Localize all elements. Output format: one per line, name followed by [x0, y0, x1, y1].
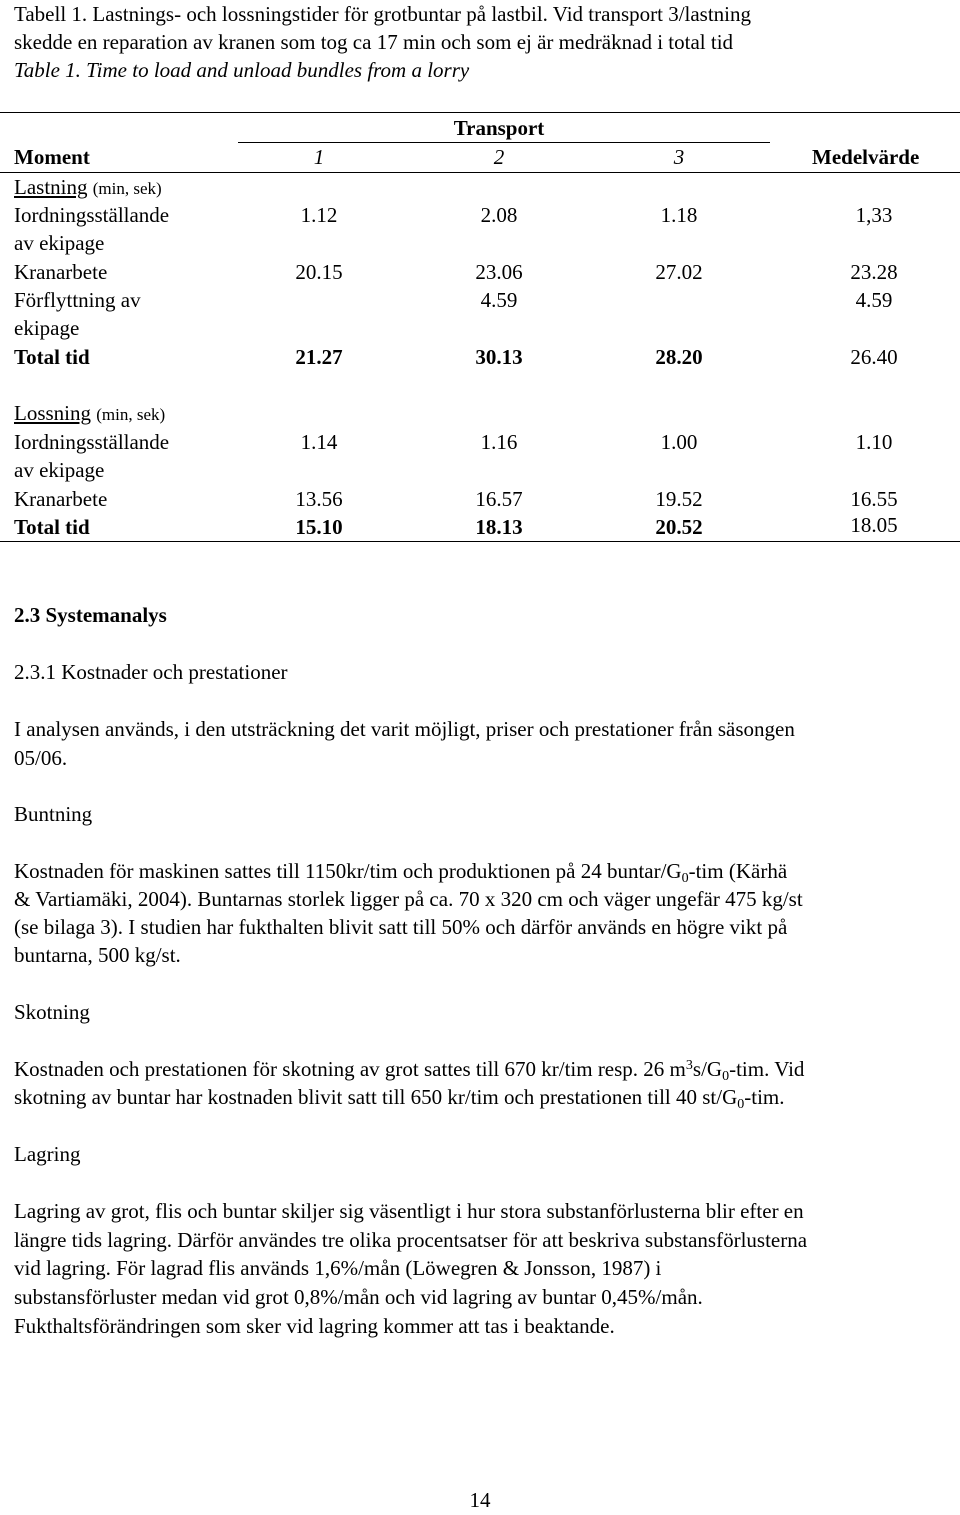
table-cell-mean-total: 26.40: [850, 345, 898, 369]
buntning-paragraph-line3: (se bilaga 3). I studien har fukthalten blivit satt till 50% och därför används en högre vikt på: [14, 915, 788, 939]
table-cell-total: 15.10: [295, 515, 343, 539]
table-cell-mean-total: 18.05: [850, 513, 898, 537]
section-lossning-title: Lossning: [14, 401, 92, 425]
table-cell-mean: 1,33: [855, 203, 893, 227]
table-cell: 1.12: [300, 203, 338, 227]
section-lastning-unit: (min, sek): [92, 179, 162, 198]
lagring-paragraph-line4: substansförluster medan vid grot 0,8%/mån och vid lagring av buntar 0,45%/mån.: [14, 1285, 703, 1309]
transport-group-header: Transport: [453, 116, 545, 140]
text-run: s/G: [692, 1057, 723, 1081]
row-label: Iordningsställande: [14, 430, 170, 454]
table-cell-mean: 1.10: [855, 430, 893, 454]
lagring-heading: Lagring: [14, 1142, 81, 1166]
table-cell: 19.52: [655, 487, 703, 511]
buntning-heading: Buntning: [14, 802, 93, 826]
table-cell: 2.08: [480, 203, 518, 227]
skotning-paragraph-line1: [14, 1055, 804, 1084]
text-run: Kostnaden och prestationen för skotning av grot sattes till 670 kr/tim resp. 26 m: [14, 1057, 686, 1081]
subscript: 0: [737, 1097, 745, 1112]
table-cell-mean: 23.28: [850, 260, 898, 284]
col-header-mean: Medelvärde: [812, 145, 920, 169]
intro-paragraph-line1: I analysen används, i den utsträckning det varit möjligt, priser och prestationer från säsongen: [14, 717, 795, 741]
table-cell-total: 30.13: [475, 345, 523, 369]
lagring-paragraph-line1: Lagring av grot, flis och buntar skiljer sig väsentligt i hur stora substanförlusterna blir efter en: [14, 1199, 804, 1223]
lagring-paragraph-line5: Fukthaltsförändringen som sker vid lagring kommer att tas i beaktande.: [14, 1314, 615, 1338]
buntning-paragraph-line1: [14, 857, 787, 886]
section-heading: 2.3 Systemanalys: [14, 603, 167, 627]
lagring-paragraph-line3: vid lagring. För lagrad flis används 1,6%/mån (Löwegren & Jonsson, 1987) i: [14, 1256, 662, 1280]
text-run: -tim. Vid: [729, 1057, 805, 1081]
page-number: 14: [469, 1488, 491, 1512]
section-lossning-unit: (min, sek): [96, 405, 166, 424]
text-run: Kostnaden för maskinen sattes till 1150kr/tim och produktionen på 24 buntar/G: [14, 859, 682, 883]
table-caption-en: Table 1. Time to load and unload bundles from a lorry: [14, 58, 470, 82]
buntning-paragraph-line4: buntarna, 500 kg/st.: [14, 943, 181, 967]
text-run: -tim.: [744, 1085, 785, 1109]
row-label-cont: ekipage: [14, 316, 80, 340]
table-cell: 13.56: [295, 487, 343, 511]
table-cell: 27.02: [655, 260, 703, 284]
table-cell-mean: 16.55: [850, 487, 898, 511]
text-run: skotning av buntar har kostnaden blivit satt till 650 kr/tim och prestationen till 40 st/G: [14, 1085, 738, 1109]
table-cell: 1.18: [660, 203, 698, 227]
row-label: Förflyttning av: [14, 288, 141, 312]
table-cell-total: 28.20: [655, 345, 703, 369]
lagring-paragraph-line2: längre tids lagring. Därför användes tre olika procentsatser för att beskriva substansförlusterna: [14, 1228, 808, 1252]
col-header-moment: Moment: [14, 145, 90, 169]
table-cell-mean: 4.59: [855, 288, 893, 312]
buntning-paragraph-line2: & Vartiamäki, 2004). Buntarnas storlek ligger på ca. 70 x 320 cm och väger ungefär 475 kg/st: [14, 887, 803, 911]
subscript: 0: [722, 1069, 730, 1084]
skotning-heading: Skotning: [14, 1000, 90, 1024]
table-cell-total: 18.13: [475, 515, 523, 539]
table-cell: 1.00: [660, 430, 698, 454]
intro-paragraph-line2: 05/06.: [14, 746, 68, 770]
row-label-cont: av ekipage: [14, 458, 105, 482]
table-top-rule: [0, 112, 960, 113]
table-caption-sv-line2: skedde en reparation av kranen som tog ca 17 min och som ej är medräknad i total tid: [14, 30, 734, 54]
table-cell: 16.57: [475, 487, 523, 511]
table-cell-total: 20.52: [655, 515, 703, 539]
table-cell-total: 21.27: [295, 345, 343, 369]
row-label-total: Total tid: [14, 345, 90, 369]
section-lossning: [14, 399, 165, 429]
table-cell: 23.06: [475, 260, 523, 284]
table-cell: 20.15: [295, 260, 343, 284]
row-label-total: Total tid: [14, 515, 90, 539]
table-caption-sv-line1: Tabell 1. Lastnings- och lossningstider för grotbuntar på lastbil. Vid transport 3/lastning: [14, 2, 752, 26]
col-header-3: 3: [673, 145, 685, 169]
superscript: 3: [685, 1058, 693, 1073]
col-header-1: 1: [313, 145, 325, 169]
col-header-2: 2: [493, 145, 505, 169]
row-label: Kranarbete: [14, 487, 108, 511]
table-cell: 1.16: [480, 430, 518, 454]
text-run: -tim (Kärhä: [688, 859, 788, 883]
skotning-paragraph-line2: [14, 1083, 785, 1112]
row-label: Iordningsställande: [14, 203, 170, 227]
row-label-cont: av ekipage: [14, 231, 105, 255]
row-label: Kranarbete: [14, 260, 108, 284]
table-cell: 4.59: [480, 288, 518, 312]
table-cell: 1.14: [300, 430, 338, 454]
subscript: 0: [681, 871, 689, 886]
section-lastning: [14, 173, 162, 203]
subsection-heading: 2.3.1 Kostnader och prestationer: [14, 660, 288, 684]
section-lastning-title: Lastning: [14, 175, 88, 199]
